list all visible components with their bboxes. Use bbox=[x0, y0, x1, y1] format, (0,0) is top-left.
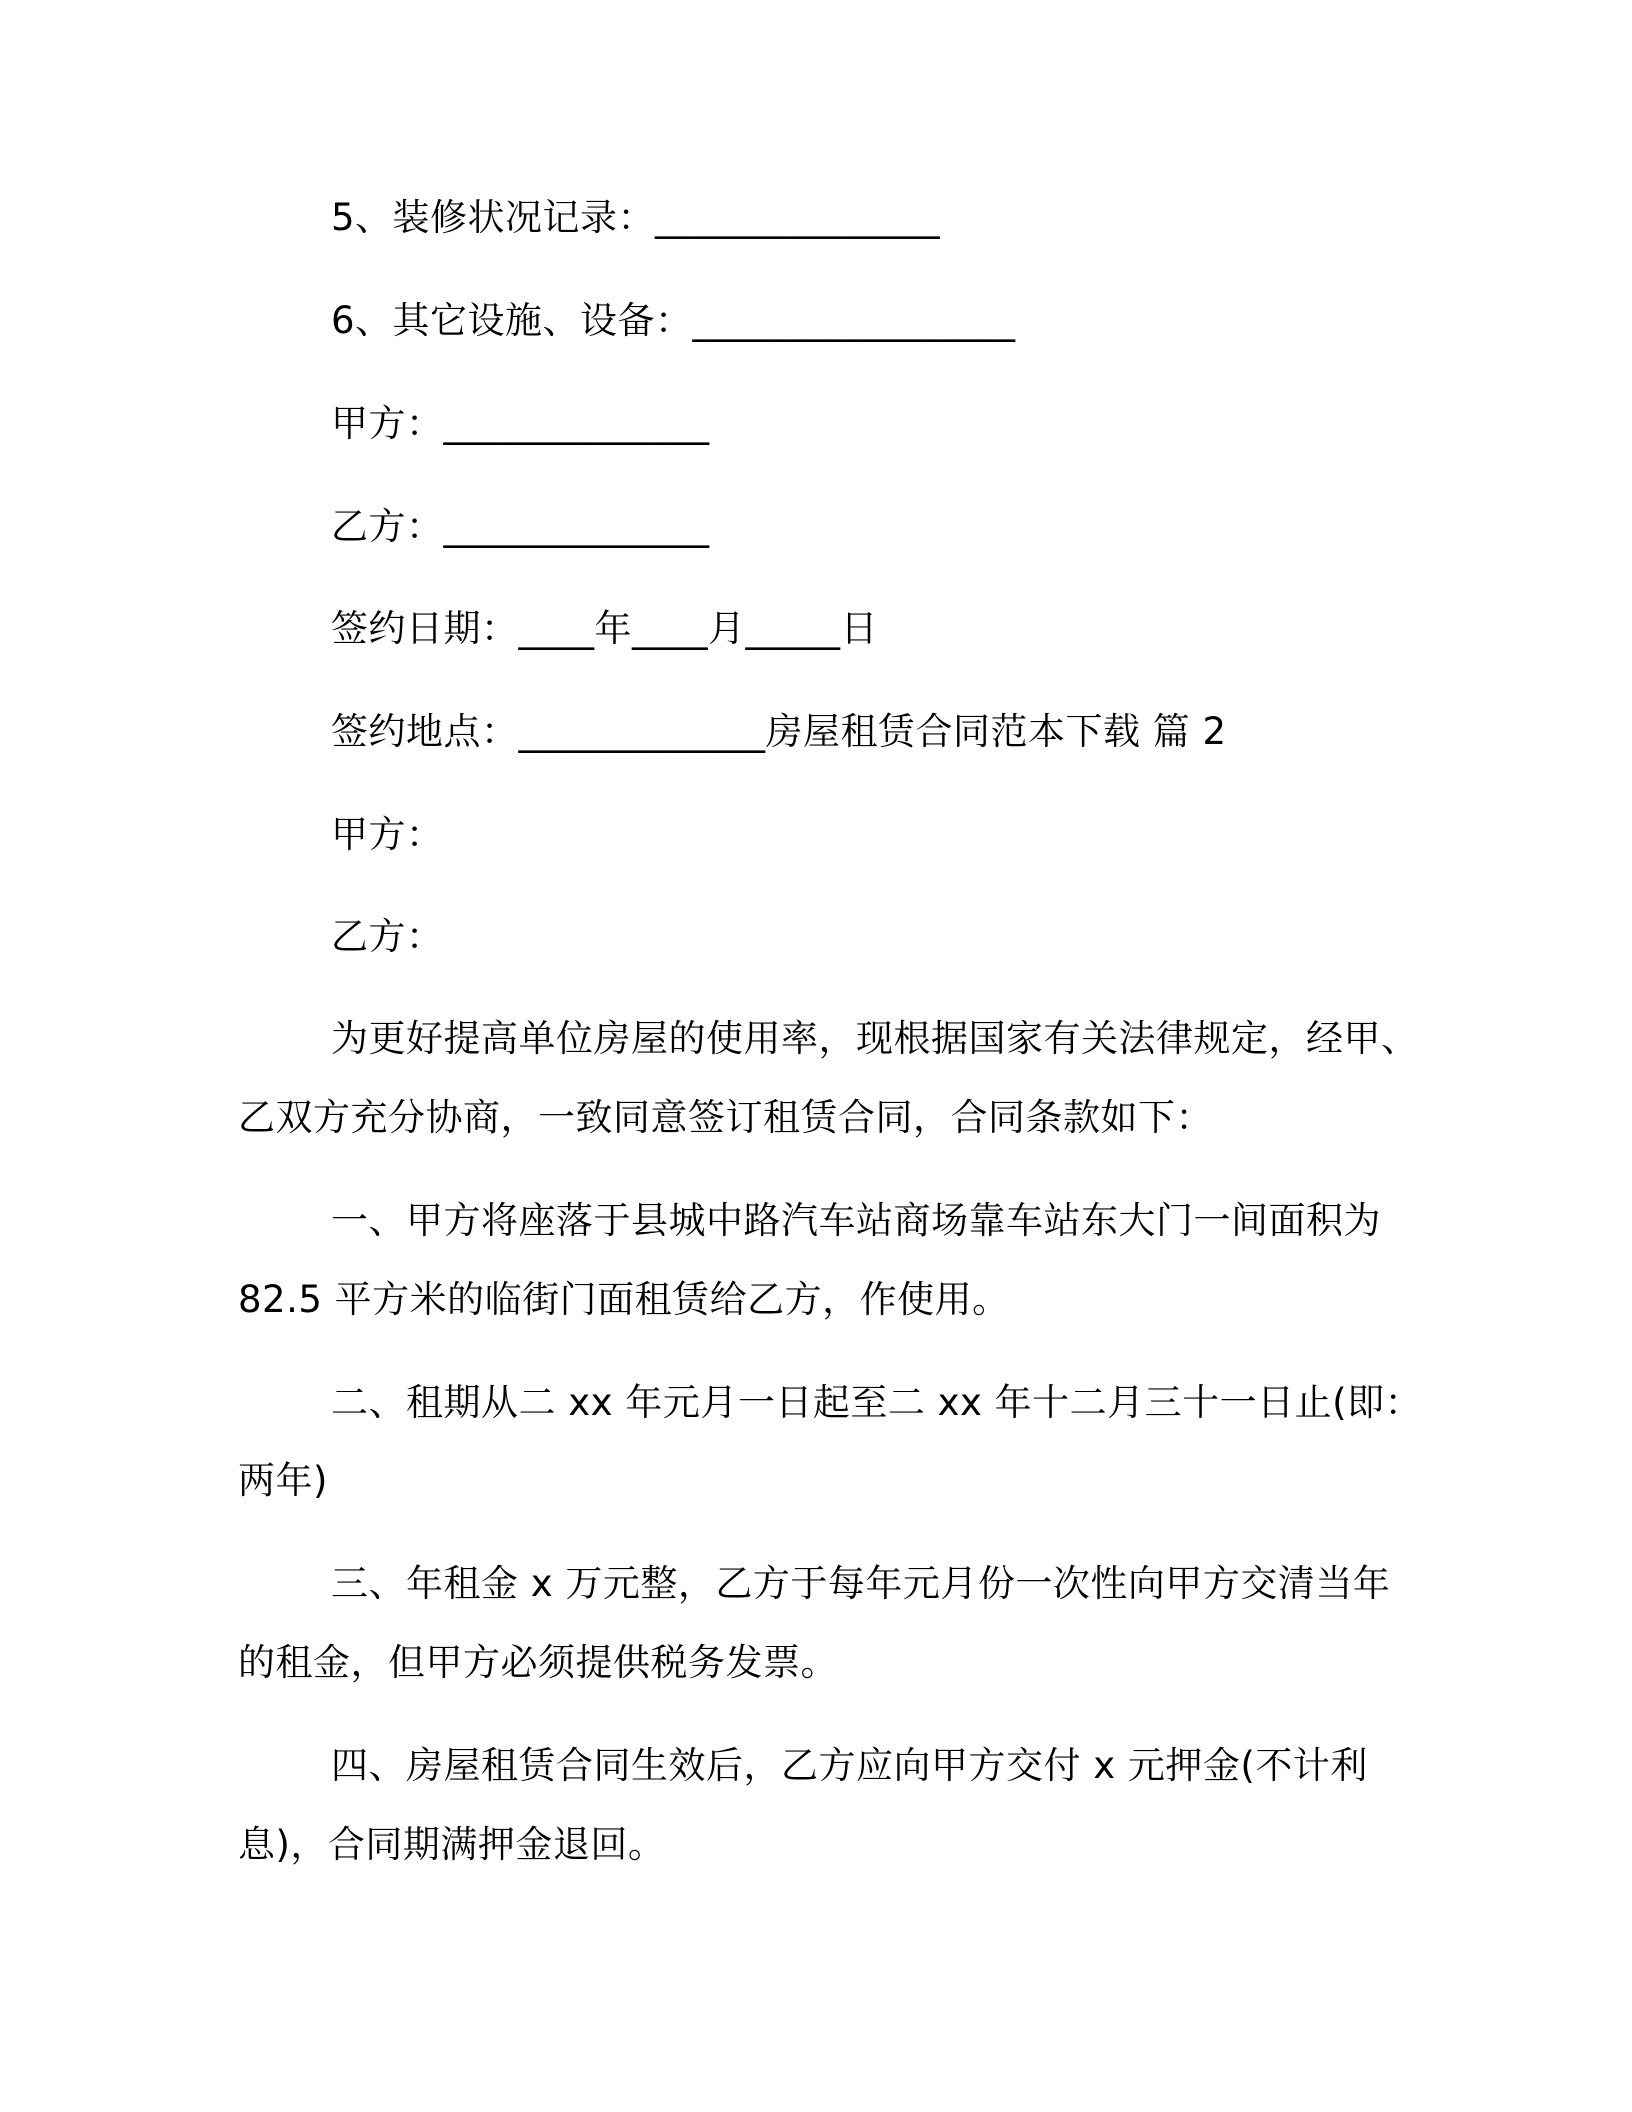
signing-place-line: 签约地点：_____________房屋租赁合同范本下载 篇 2 bbox=[331, 710, 1227, 753]
preamble-line-1: 为更好提高单位房屋的使用率，现根据国家有关法律规定，经甲、 bbox=[331, 1017, 1419, 1060]
item-6-other-facilities: 6、其它设施、设备：_________________ bbox=[331, 299, 1016, 342]
clause-3-line-2: 的租金，但甲方必须提供税务发票。 bbox=[238, 1641, 838, 1684]
item-5-decoration-record: 5、装修状况记录：_______________ bbox=[331, 196, 941, 239]
clause-4-line-1: 四、房屋租赁合同生效后，乙方应向甲方交付 x 元押金(不计利 bbox=[331, 1744, 1368, 1787]
party-b-label: 乙方： bbox=[331, 915, 444, 958]
party-b-signature-line: 乙方：______________ bbox=[331, 505, 710, 548]
clause-4-line-2: 息)，合同期满押金退回。 bbox=[238, 1823, 666, 1866]
preamble-line-2: 乙双方充分协商，一致同意签订租赁合同，合同条款如下： bbox=[238, 1096, 1213, 1139]
signing-date-line: 签约日期：____年____月_____日 bbox=[331, 607, 878, 650]
clause-3-line-1: 三、年租金 x 万元整，乙方于每年元月份一次性向甲方交清当年 bbox=[331, 1562, 1391, 1605]
clause-2-line-2: 两年) bbox=[238, 1459, 328, 1502]
party-a-label: 甲方： bbox=[331, 813, 444, 856]
clause-1-line-2: 82.5 平方米的临街门面租赁给乙方，作使用。 bbox=[238, 1278, 1010, 1321]
clause-2-line-1: 二、租期从二 xx 年元月一日起至二 xx 年十二月三十一日止(即： bbox=[331, 1381, 1423, 1424]
clause-1-line-1: 一、甲方将座落于县城中路汽车站商场靠车站东大门一间面积为 bbox=[331, 1199, 1381, 1242]
party-a-signature-line: 甲方：______________ bbox=[331, 402, 710, 445]
